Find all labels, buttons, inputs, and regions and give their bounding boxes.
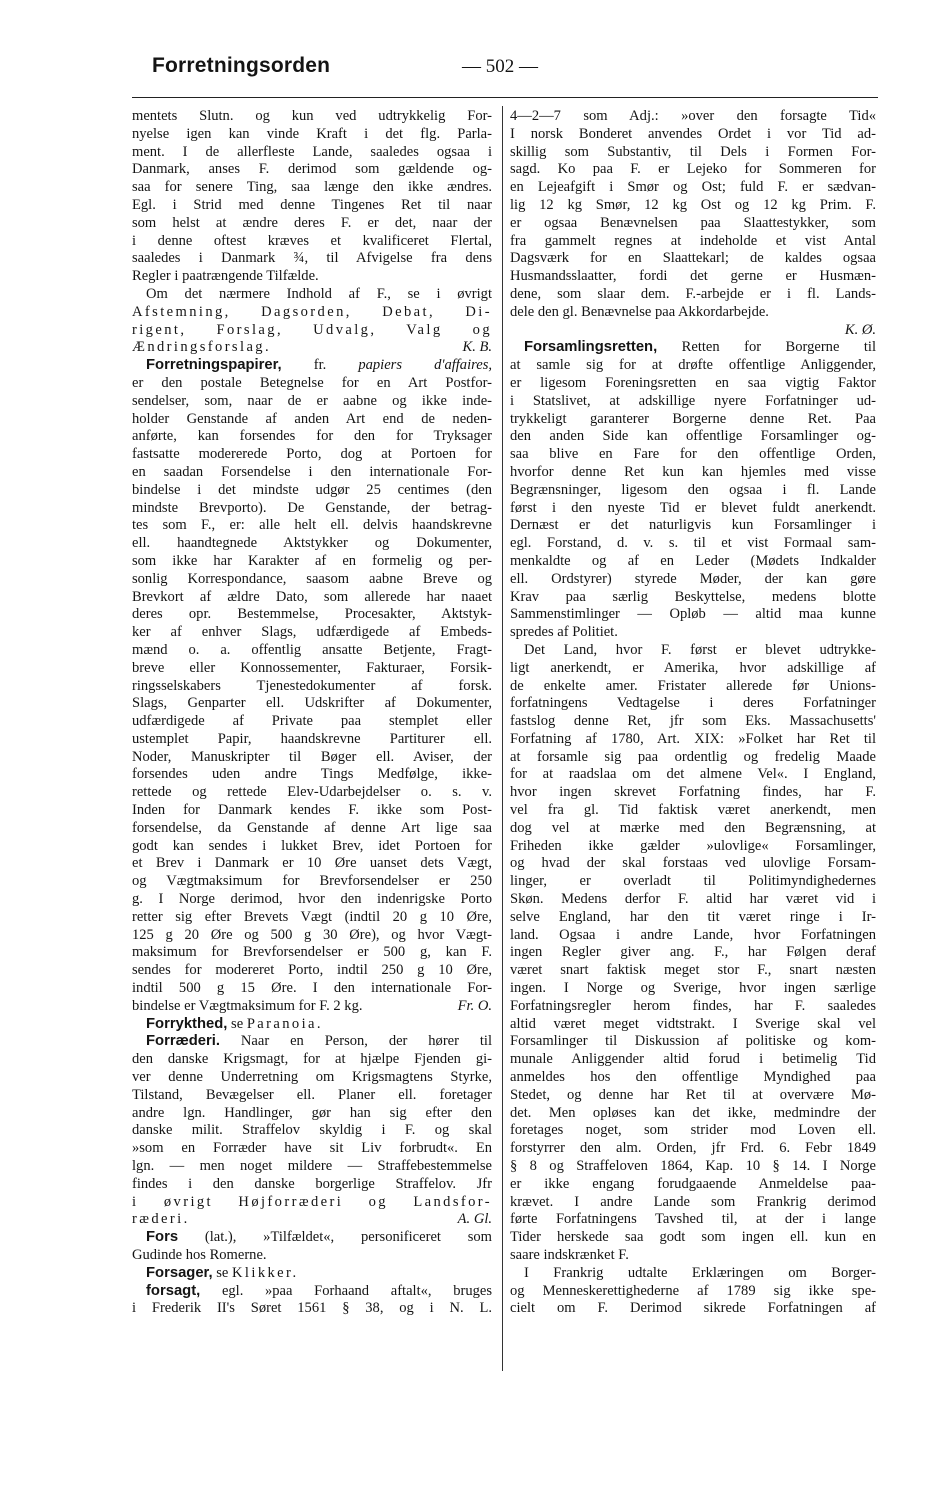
text-line: Stedet, og denne har Ret til at overvære Mø-: [510, 1086, 876, 1103]
text-line: bindelse i det mindste udgør 25 centimes (den: [132, 481, 492, 498]
entry-head-line: [132, 1283, 492, 1301]
text-line: fastsatte modererede Porto, dog at Portoen for: [132, 446, 492, 463]
text-line: Om det nærmere Indhold af F., se i øvrigt: [146, 285, 492, 302]
running-head: Forretningsorden: [152, 54, 331, 77]
entry-headword: forsagt,: [146, 1282, 201, 1299]
page-number: — 502 —: [462, 56, 538, 77]
text-line: [132, 339, 492, 357]
text-line: Skøn. Medens derfor F. altid har været vid i: [510, 891, 876, 908]
text-line: saare indskrænket F.: [510, 1247, 629, 1263]
text-line: Inden for Danmark kendes F. ikke som Post-: [132, 802, 492, 819]
text-line: først i den nyeste Tid er blevet fuldt anerkendt.: [510, 499, 876, 516]
text-fragment: se: [216, 1264, 229, 1281]
text-line: Tilstand, Bevægelser ell. Planer ell. foretager: [132, 1086, 492, 1103]
author-signature: K. B.: [462, 339, 492, 356]
entry-head-line: [132, 357, 492, 375]
cross-reference: Paranoia.: [246, 1015, 323, 1032]
text-line: ell. haandtegnede Aktstykker og Dokumenter,: [132, 535, 492, 552]
column-divider: [502, 106, 503, 1371]
text-line: ligt anerkendt, er Amerika, hvor adskillige af: [510, 659, 876, 676]
entry-head-line: [132, 1265, 492, 1283]
text-line: er ligesom Foreningsretten en saa vigtig Faktor: [510, 374, 876, 391]
text-line: ustemplet Papir, haandskrevne Partiturer ell.: [132, 730, 492, 747]
text-line: egl. Forstand, d. v. s. til et vist Formaal sam-: [510, 535, 876, 552]
text-line: andre lgn. Handlinger, gør han sig efter den: [132, 1104, 492, 1121]
text-line: rettede og rettede Elev-Udarbejdelser o. s. v.: [132, 784, 492, 801]
text-line: deres opr. Bestemmelse, Procesakter, Aktstyk-: [132, 606, 492, 623]
text-line: at forsamle sig paa ordentlig og fredelig Maade: [510, 748, 876, 765]
text-line: Dernæst er det naturligvis kun Forsamlinger i: [510, 517, 876, 534]
text-line: og hvad der skal forstaas ved ulovlige Forsam-: [510, 855, 876, 872]
text-line: saa for senere Ting, saa længe den ikke ændres.: [132, 179, 492, 196]
text-line: Begrænsninger, ligesom den ogsaa i fl. Lande: [510, 481, 876, 498]
text-line: cielt om F. Derimod sikrede Forfatningen af: [510, 1300, 876, 1317]
cross-reference-line: i øvrigt Højforræderi og Landsfor-: [132, 1193, 492, 1210]
author-signature: A. Gl.: [457, 1211, 492, 1228]
text-line: § 8 og Straffeloven 1864, Kap. 10 § 14. I Norge: [510, 1158, 876, 1175]
text-line: Gudinde hos Romerne.: [132, 1247, 267, 1263]
text-line: Noder, Manuskripter til Bøger ell. Aviser, der: [132, 748, 492, 765]
text-line: er ogsaa Benævnelsen paa Slaattestykker, som: [510, 214, 876, 231]
text-line: ment. I de allerfleste Lande, saaledes ogsaa i: [132, 143, 492, 160]
text-line: g. I Norge derimod, hvor den indenrigske Porto: [132, 891, 492, 908]
text-line: Danmark, anses F. derimod som gældende og-: [132, 161, 492, 178]
text-line: forfatningens Vedtagelse i deres Forfatninger: [510, 695, 876, 712]
text-line: saaledes i Danmark ¾, til Afvigelse fra dens: [132, 250, 492, 267]
entry-headword: Forrykthed,: [146, 1015, 228, 1032]
text-line: Tider herskede saa godt som ingen ell. kun en: [510, 1229, 876, 1246]
text-line: altid været meget vidtstrakt. I Sverige skal vel: [510, 1015, 876, 1032]
text-line: linger, er overladt til Politimyndighedernes: [510, 873, 876, 890]
text-line: Brevkort af ældre Dato, som allerede har naaet: [132, 588, 492, 605]
text-line: selve England, har den tit været ringe i Ir-: [510, 908, 876, 925]
text-fragment: egl. »paa Forhaand aftalt«, bruges: [221, 1282, 492, 1299]
text-line: Krav paa særlig Beskyttelse, medens blotte: [510, 588, 876, 605]
entry-head-line: [132, 1229, 492, 1247]
cross-reference: Klikker.: [232, 1264, 299, 1281]
text-line: ingen. I Norge og Sverige, hvor ingen særlige: [510, 980, 876, 997]
text-line: Sammenstimlinger — Opløb — altid maa kunne: [510, 606, 876, 623]
text-line: udfærdigede af Private paa stemplet eller: [132, 713, 492, 730]
text-line: 125 g 20 Øre og 500 g 30 Øre), og hvor Vægt-: [132, 926, 492, 943]
text-line: Det Land, hvor F. først er blevet udtrykke-: [524, 641, 876, 658]
text-line: fastslog denne Ret, jfr som Eks. Massachusetts': [510, 713, 876, 730]
text-line: hvor ingen skrevet Forfatning findes, har F.: [510, 784, 876, 801]
text-line: danske milit. Straffelov skyldig i F. og skal: [132, 1122, 492, 1139]
text-line: er den postale Betegnelse for en Art Postfor-: [132, 374, 492, 391]
text-line: ell. Ordstyrer) styrede Møder, der kan gøre: [510, 570, 876, 587]
text-line: skillig som Substantiv, til Dels i Formen For-: [510, 143, 876, 160]
text-line: krævet. I andre Lande som Frankrig derimod: [510, 1193, 876, 1210]
text-line: land. Ogsaa i andre Lande, hvor Forfatningen: [510, 926, 876, 943]
entry-headword: Forsamlingsretten,: [524, 339, 658, 356]
text-line: det. Men opløses kan det ikke, medmindre der: [510, 1104, 876, 1121]
text-fragment: (lat.), »Tilfældet«, personificeret som: [204, 1229, 492, 1246]
text-line: et Brev i Danmark er 10 Øre uanset dets Vægt,: [132, 855, 492, 872]
cross-reference-line: rigent, Forslag, Udvalg, Valg og: [132, 321, 492, 338]
text-line: tes som F., er: alle helt ell. delvis haandskrevne: [132, 517, 492, 534]
text-line: forstyrrer den alm. Orden, jfr Frd. 6. Febr 1849: [510, 1140, 876, 1157]
entry-headword: Fors: [146, 1229, 179, 1246]
text-fragment: fr.: [313, 357, 327, 374]
header-rule: [132, 97, 878, 98]
text-line: holder Genstande af anden Art end de neden-: [132, 410, 492, 427]
text-line: dele den gl. Benævnelse paa Akkordarbejde.: [510, 303, 769, 320]
entry-headword: Forsager,: [146, 1264, 213, 1281]
text-line: Regler i paatrængende Tilfælde.: [132, 268, 319, 285]
text-line: Forsamlinger til Diskussion af politiske og kom-: [510, 1033, 876, 1050]
text-line: I norsk Bonderet anvendes Ordet i vor Tid ad-: [510, 125, 876, 142]
text-line: anførte, kan forsendes for den for Tryksager: [132, 428, 492, 445]
text-line: findes i den danske borgerlige Straffelov. Jfr: [132, 1175, 492, 1192]
text-line: en saadan Forsendelse i den internationale For-: [132, 463, 492, 480]
text-line: Forfatning af 1780, Art. XIX: »Folket har Ret til: [510, 730, 876, 747]
text-line: vel fra gl. Tid faktisk været anerkendt, men: [510, 802, 876, 819]
cross-reference: ræderi.: [132, 1211, 190, 1228]
text-fragment: bindelse er Vægtmaksimum for F. 2 kg.: [132, 997, 363, 1014]
text-line: Slags, Genparter ell. Udskrifter af Dokumenter,: [132, 695, 492, 712]
text-line: trykkeligt garanterer Borgerne denne Ret. Paa: [510, 410, 876, 427]
text-fragment: Naar en Person, der hører til: [240, 1033, 492, 1050]
text-line: at samle sig for at drøfte offentlige Anliggender,: [510, 357, 876, 374]
text-line: og Vægtmaksimum for Brevforsendelser er 250: [132, 873, 492, 890]
text-line: i denne oftest kræves et kvalificeret Flertal,: [132, 232, 492, 249]
text-line: menkaldte og af en Leder (Mødets Indkalder: [510, 552, 876, 569]
text-line: ker af enhver Slags, udfærdigede af Embeds-: [132, 624, 492, 641]
text-line: anmeldes hos den offentlige Myndighed paa: [510, 1069, 876, 1086]
text-line: mentets Slutn. og kun ved udtrykkelig For-: [132, 108, 492, 124]
text-line: Dagsværk for en Slaattekarl; de kaldes ogsaa: [510, 250, 876, 267]
text-line: er ikke engang forudgaaende Anmeldelse paa-: [510, 1175, 876, 1192]
text-line: i Frederik II's Søret 1561 § 38, og i N. L.: [132, 1300, 492, 1317]
text-line: [132, 1211, 492, 1229]
text-line: og Menneskerettighederne af 1789 sig ikke spe-: [510, 1282, 876, 1299]
left-column: [132, 108, 492, 1318]
text-line: lig 12 kg Smør, 12 kg Ost og 12 kg Prim. F.: [510, 196, 876, 213]
text-line: den danske Krigsmagt, for at hjælpe Fjenden gi-: [132, 1051, 492, 1068]
text-line: sagd. Ko paa F. er Lejeko for Sommeren for: [510, 161, 876, 178]
text-line: førte Forfatningens Tavshed til, at der i lange: [510, 1211, 876, 1228]
text-line: hvorfor denne Ret kun kan hjemles med visse: [510, 463, 876, 480]
text-line: dene, som slaar dem. F.-arbejde er i fl. Lands-: [510, 285, 876, 302]
signature-line: [510, 322, 876, 340]
text-line: nyelse igen kan vinde Kraft i det flg. Parla-: [132, 125, 492, 142]
text-line: fra gammelt regnes at indeholde et vist Antal: [510, 232, 876, 249]
text-line: sendelser, som, naar de er aabne og ikke inde-: [132, 392, 492, 409]
text-fragment: se: [231, 1015, 244, 1032]
text-line: ver denne Underretning om Krigsmagtens Styrke,: [132, 1069, 492, 1086]
text-line: forsendelse, da Genstande af denne Art lige saa: [132, 819, 492, 836]
author-signature: K. Ø.: [844, 321, 876, 338]
text-line: sendes for modereret Porto, indtil 250 g 10 Øre,: [132, 962, 492, 979]
text-line: for at raadslaa om det almene Vel«. I England,: [510, 766, 876, 783]
text-line: Egl. i Strid med denne Tingenes Ret til naar: [132, 196, 492, 213]
text-line: Friheden ikke gælder »ulovlige« Forsamlinger,: [510, 837, 876, 854]
text-line: »som en Forræder have sit Liv forbrudt«. En: [132, 1140, 492, 1157]
text-line: dog vel at mærke med den Begrænsning, at: [510, 819, 876, 836]
text-line: i Statslivet, at adskillige nyere Forfatninger ud-: [510, 392, 876, 409]
entry-head-line: [510, 339, 876, 357]
foreign-term: papiers d'affaires,: [358, 357, 492, 374]
entry-head-line: [132, 1016, 492, 1034]
text-line: ringsselskabers Tjenestedokumenter af forsk.: [132, 677, 492, 694]
text-line: Husmandsslaatter, fordi det gerne er Husmæn-: [510, 268, 876, 285]
text-line: mindste Brevporto). De Genstande, der betrag-: [132, 499, 492, 516]
text-line: sonlig Korrespondance, saasom aabne Breve og: [132, 570, 492, 587]
text-line: mænd o. a. offentlig ansatte Betjente, Fragt-: [132, 641, 492, 658]
text-fragment: Retten for Borgerne til: [681, 339, 876, 356]
text-line: som ikke har Karakter af en formelig og per-: [132, 552, 492, 569]
cross-reference-line: Afstemning, Dagsorden, Debat, Di-: [132, 303, 492, 320]
text-line: de enkelte amer. Fristater allerede før Unions-: [510, 677, 876, 694]
text-line: ingen Regler giver ang. F., har Følgen deraf: [510, 944, 876, 961]
author-signature: Fr. O.: [457, 997, 492, 1014]
text-line: breve eller Konnossementer, Fakturaer, Forsik-: [132, 659, 492, 676]
text-line: I Frankrig udtalte Erklæringen om Borger-: [524, 1264, 876, 1281]
page-header: [152, 54, 872, 88]
text-line: spredes af Politiet.: [510, 624, 618, 641]
text-line: lgn. — men noget mildere — Straffebestemmelse: [132, 1158, 492, 1175]
cross-reference: Ændringsforslag.: [132, 339, 272, 356]
entry-head-line: [132, 1033, 492, 1051]
text-line: [132, 998, 492, 1016]
text-line: godt kan sendes i lukket Brev, idet Portoen for: [132, 837, 492, 854]
text-line: munale Anliggender altid forud i betimelig Tid: [510, 1051, 876, 1068]
text-line: foretages noget, som strider mod Loven ell.: [510, 1122, 876, 1139]
text-line: været snart faktisk meget stor F., snart næsten: [510, 962, 876, 979]
text-line: Forfatningsregler herom findes, har F. saaledes: [510, 997, 876, 1014]
text-line: som helst at ændre deres F. er det, naar der: [132, 214, 492, 231]
text-line: 4—2—7 som Adj.: »over den forsagte Tid«: [510, 108, 876, 124]
text-line: saa blive en Fare for den offentlige Orden,: [510, 446, 876, 463]
entry-headword: Forretningspapirer,: [146, 357, 282, 374]
right-column: [510, 108, 876, 1318]
text-line: forsendes uden andre Tings Medfølge, ikke-: [132, 766, 492, 783]
text-line: den anden Side kan offentlige Forsamlinger og-: [510, 428, 876, 445]
text-line: indtil 500 g 15 Øre. I den internationale For-: [132, 980, 492, 997]
text-line: retter sig efter Brevets Vægt (indtil 20 g 10 Øre,: [132, 908, 492, 925]
text-line: en Lejeafgift i Smør og Ost; fuld F. er sædvan-: [510, 179, 876, 196]
entry-headword: Forræderi.: [146, 1033, 220, 1050]
text-line: maksimum for Brevforsendelser er 500 g, kan F.: [132, 944, 492, 961]
